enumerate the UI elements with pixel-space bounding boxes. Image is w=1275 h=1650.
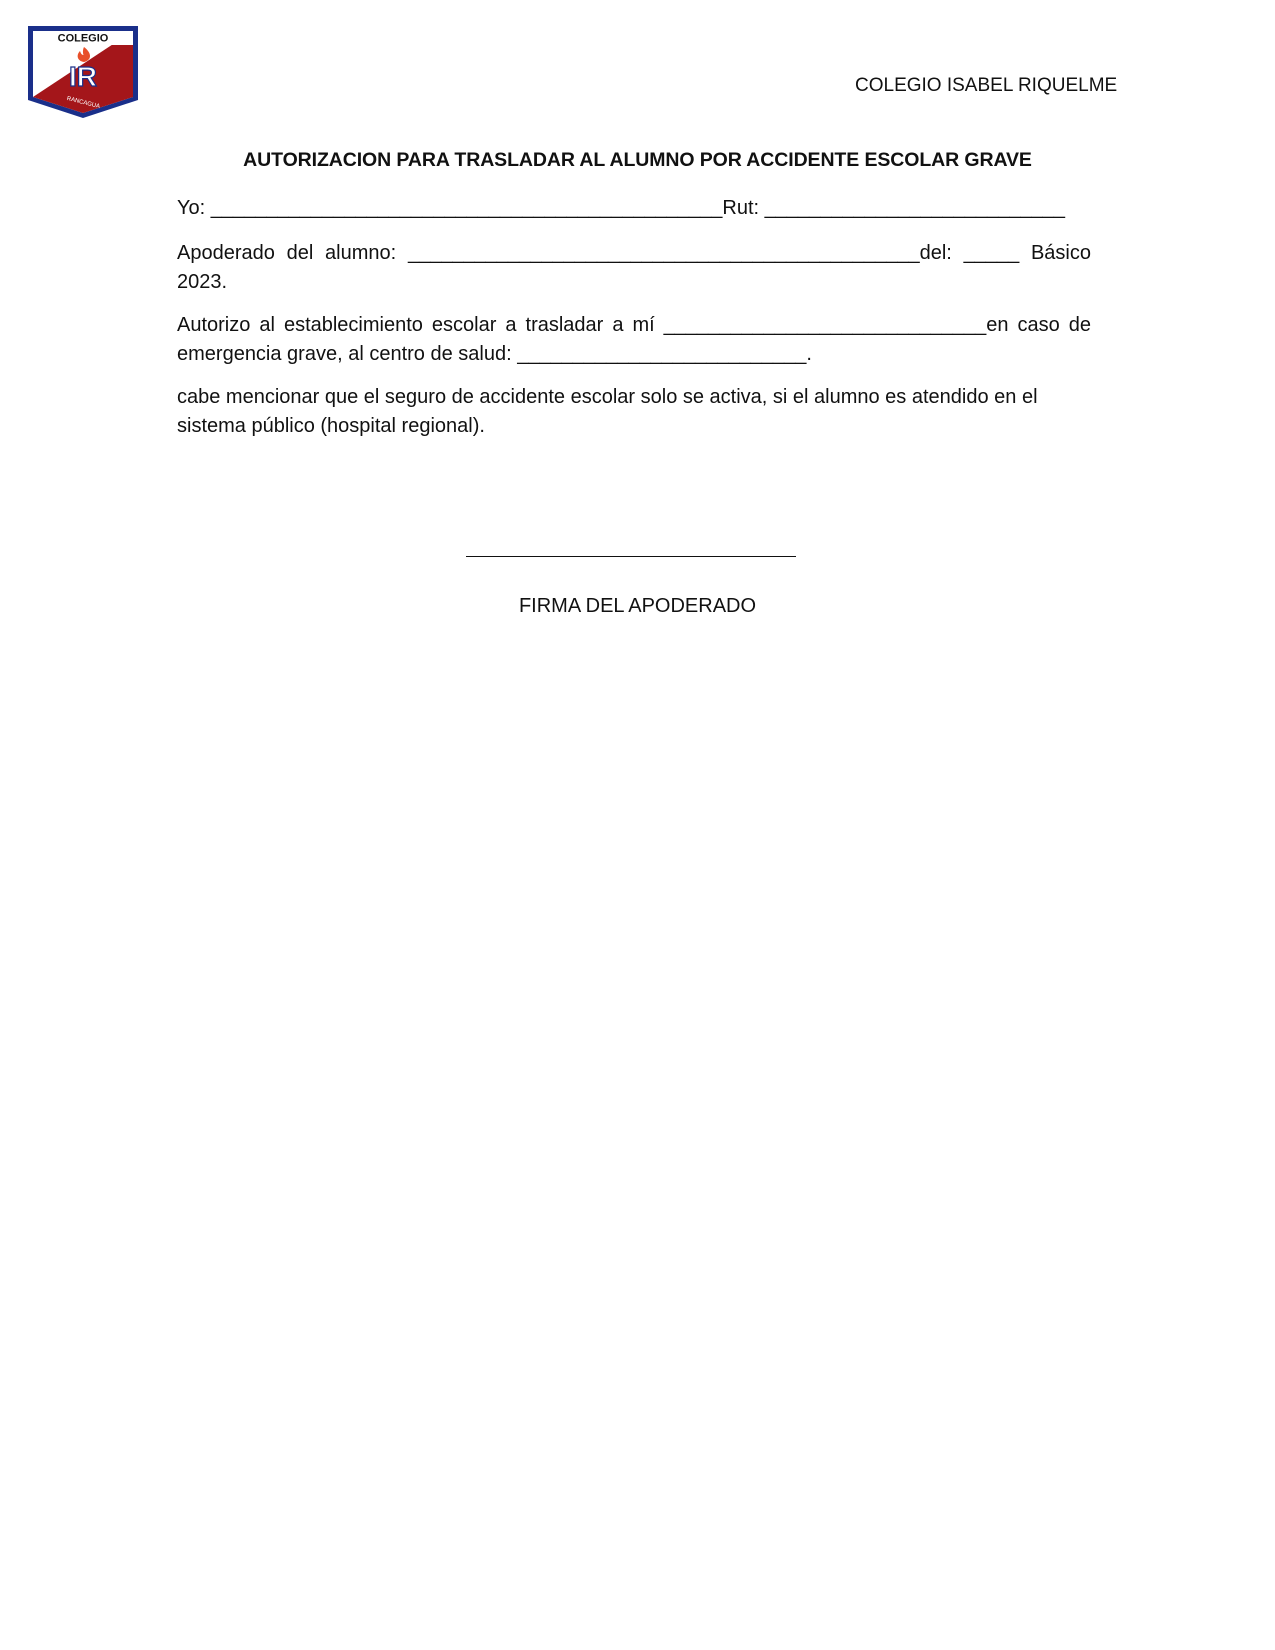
school-logo	[26, 24, 140, 120]
guardian-name-line: Yo: ______________________________________________Rut: ___________________________	[177, 197, 1065, 219]
logo-top-text: COLEGIO	[57, 32, 109, 45]
student-line: Apoderado del alumno: ______________________________________________del: _____ Básico 2023.	[177, 242, 1091, 293]
school-name: COLEGIO ISABEL RIQUELME	[855, 75, 1118, 96]
logo-bottom-text: RANCAGUA	[66, 96, 101, 111]
document-title: AUTORIZACION PARA TRASLADAR AL ALUMNO POR ACCIDENTE ESCOLAR GRAVE	[243, 149, 1032, 171]
logo-monogram: IR	[69, 61, 97, 92]
signature-line	[466, 556, 796, 557]
insurance-note: cabe mencionar que el seguro de accidente escolar solo se activa, si el alumno es atendido en el sistema público (hospital regional).	[177, 386, 1038, 437]
signature-label: FIRMA DEL APODERADO	[518, 595, 757, 617]
authorization-line: Autorizo al establecimiento escolar a trasladar a mí _____________________________en caso de emergencia grave, al centro de salud: __________________________.	[177, 314, 1091, 365]
